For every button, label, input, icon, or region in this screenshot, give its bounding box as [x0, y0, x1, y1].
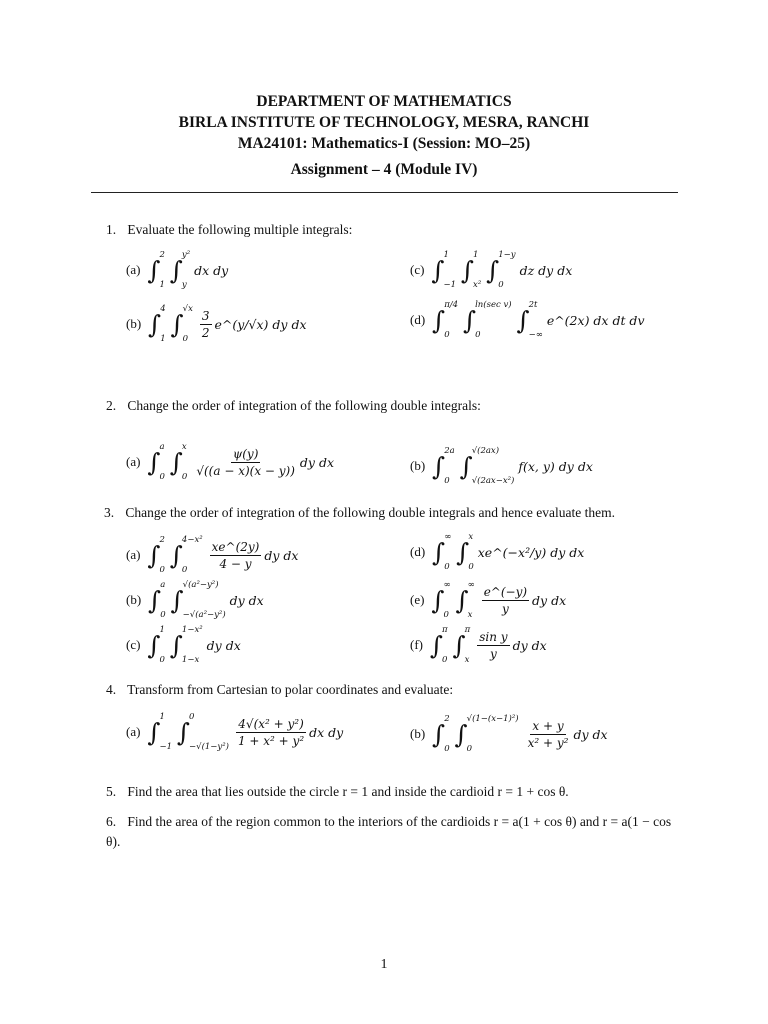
item-label: (d): [410, 312, 426, 327]
question-1: [106, 222, 352, 238]
question-number: 6.: [106, 814, 117, 829]
integral-3e: (e) ∫ ∞ 0 ∫ ∞ x $\frac{e\^{}(-y)}{y}$ dy dx: [410, 580, 567, 620]
item-label: (c): [126, 637, 141, 652]
question-number: 4.: [106, 682, 117, 697]
item-label: (c): [410, 262, 425, 277]
item-label: (b): [126, 592, 142, 607]
integrand: f(x, y) dy dx: [518, 458, 593, 474]
department-title: DEPARTMENT OF MATHEMATICS: [256, 93, 512, 110]
item-label: (a): [126, 724, 141, 739]
integral-3c: (c) ∫ 1 0 ∫ 1−x² 1−x dy dx: [126, 625, 241, 665]
integral-3b: (b) ∫ a 0 ∫ √(a²−y²) −√(a²−y²) dy dx: [126, 580, 264, 620]
integral-3a: (a) ∫ 2 0 ∫ 4−x² 0 $\frac{xe\^{}(2y)}{4 - y}$ dy dx: [126, 535, 299, 575]
question-number: 2.: [106, 398, 117, 413]
item-label: (b): [126, 316, 142, 331]
integrand: dy dx: [512, 637, 547, 653]
integrand: dx dy: [309, 724, 344, 740]
integral-1a: (a) ∫ 2 1 ∫ y² y dx dy: [126, 250, 229, 290]
integrand: dz dy dx: [519, 262, 573, 278]
question-number: 5.: [106, 784, 117, 799]
integrand: xe^(−x²/y) dy dx: [477, 544, 585, 560]
item-label: (f): [410, 637, 423, 652]
assignment-title: Assignment – 4 (Module IV): [290, 161, 478, 178]
item-label: (b): [410, 726, 426, 741]
item-label: (a): [126, 454, 141, 469]
institute-title: BIRLA INSTITUTE OF TECHNOLOGY, MESRA, RANCHI: [178, 114, 590, 131]
question-number: 3.: [104, 505, 115, 520]
question-text: Find the area of the region common to the interiors of the cardioids r = a(1 + cos θ) and r = a(1 − cos θ).: [106, 814, 672, 849]
integrand: dy dx: [299, 454, 335, 470]
integral-2b: (b) ∫ 2a 0 ∫ √(2ax) √(2ax−x²) f(x, y) dy dx: [410, 446, 593, 486]
integral-3d: (d) ∫ ∞ 0 ∫ x 0 xe^(−x²/y) dy dx: [410, 532, 585, 572]
question-text: Evaluate the following multiple integrals:: [127, 222, 353, 237]
integral-2a: (a) ∫ a 0 ∫ x 0 $\frac{\psi(y)}{√((a - x)(x - y))}$ dy dx: [126, 442, 335, 482]
integrand: dy dx: [206, 637, 241, 653]
item-label: (d): [410, 544, 426, 559]
integrand: dy dx: [573, 726, 608, 742]
question-text: Transform from Cartesian to polar coordinates and evaluate:: [127, 682, 454, 697]
header-rule: [91, 192, 678, 193]
question-6: [106, 812, 676, 852]
question-5: [106, 784, 569, 800]
integral-1d: (d) ∫ π/4 0 ∫ ln(sec v) 0 ∫ 2t −∞ e^(2x) dx dt dv: [410, 300, 645, 340]
item-label: (e): [410, 592, 425, 607]
integrand: e^(2x) dx dt dv: [546, 312, 645, 328]
integral-1b: (b) ∫ 4 1 ∫ √x 0 $\frac{3}{2}$ e^(y/√x) dy dx: [126, 304, 307, 344]
integrand: dy dx: [264, 547, 299, 563]
question-4: [106, 682, 453, 698]
question-3: [104, 505, 615, 521]
item-label: (b): [410, 458, 426, 473]
question-2: [106, 398, 481, 414]
question-text: Change the order of integration of the following double integrals and hence evaluate them.: [125, 505, 615, 520]
course-title: MA24101: Mathematics-I (Session: MO–25): [237, 135, 531, 152]
integral-1c: (c) ∫ 1 −1 ∫ 1 x² ∫ 1−y 0 dz dy dx: [410, 250, 573, 290]
integral-4a: (a) ∫ 1 −1 ∫ 0 −√(1−y²) $\frac{\text{4√(x² + y²)}}{\text{1 + x² + y²}}$ dx dy: [126, 712, 344, 752]
integrand: dx dy: [194, 262, 229, 278]
integral-3f: (f) ∫ π 0 ∫ π x $\frac{\text{sin y}}{y}$ dy dx: [410, 625, 547, 665]
integral-4b: (b) ∫ 2 0 ∫ √(1−(x−1)²) 0 $\frac{x + y}{\text{x² + y²}}$ dy dx: [410, 714, 608, 754]
integrand: dy dx: [532, 592, 567, 608]
integrand: dy dx: [229, 592, 264, 608]
page-number: 1: [380, 957, 388, 972]
integrand: e^(y/√x) dy dx: [214, 316, 307, 332]
question-text: Change the order of integration of the following double integrals:: [127, 398, 481, 413]
question-number: 1.: [106, 222, 117, 237]
question-text: Find the area that lies outside the circle r = 1 and inside the cardioid r = 1 + cos θ.: [127, 784, 569, 799]
item-label: (a): [126, 547, 141, 562]
item-label: (a): [126, 262, 141, 277]
